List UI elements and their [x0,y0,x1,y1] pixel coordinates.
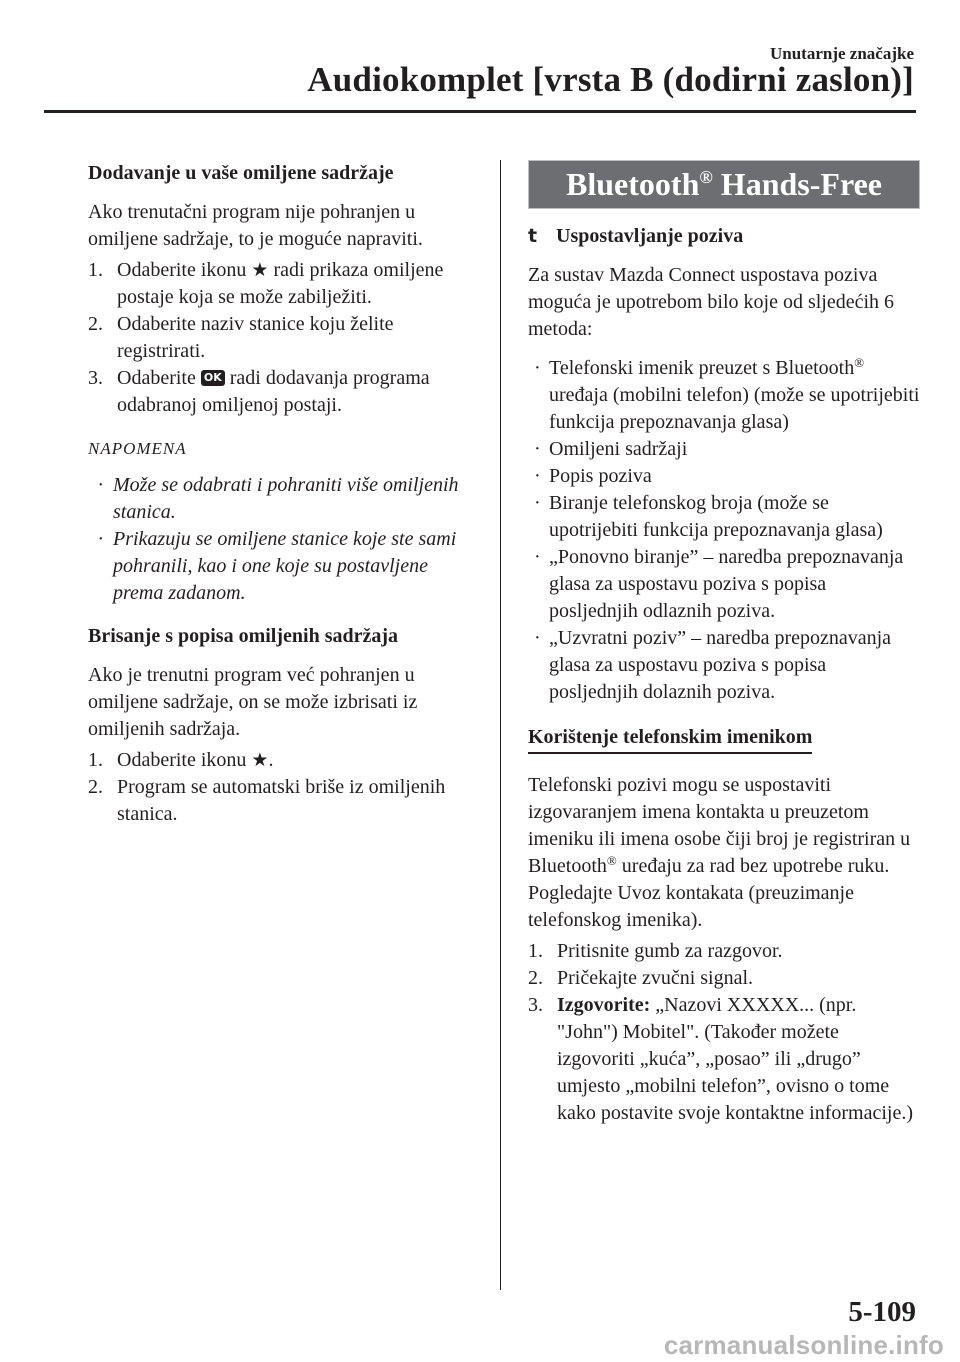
heading-add-favorites: Dodavanje u vaše omiljene sadržaje [88,162,394,184]
paragraph: Za sustav Mazda Connect uspostava poziva moguća je upotrebom bilo koje od sljedećih 6 metoda: [528,264,895,340]
header-rule [44,110,916,113]
list-item: 2. Pričekajte zvučni signal. [528,967,754,989]
list-item: 2. Odaberite naziv stanice koju želite registrirati. [88,313,394,362]
paragraph: Ako je trenutni program već pohranjen u omiljene sadržaje, on se može izbrisati iz omiljenih sadržaja. [88,664,418,740]
note-title: NAPOMENA [88,439,187,458]
list-item: · Omiljeni sadržaji [534,438,688,460]
list-item: 1. Odaberite ikonu ★. [88,749,274,771]
left-column [88,160,478,828]
heading-remove-favorites: Brisanje s popisa omiljenih sadržaja [88,625,399,647]
list-item: · Telefonski imenik preuzet s Bluetooth® uređaja (mobilni telefon) (može se upotrijebiti funkcija prepoznavanja glasa) [534,355,920,433]
page-number: 5-109 [848,1296,916,1328]
list-item: 3. Odaberite OK radi dodavanja programa odabranoj omiljenoj postaji. [88,367,430,416]
right-column [528,160,920,1127]
ok-icon: OK [201,370,225,386]
subsection-heading: t Uspostavljanje poziva [528,223,920,250]
section-banner: Bluetooth® Hands-Free [528,160,920,209]
note-item: · Može se odabrati i pohraniti više omiljenih stanica. [98,474,459,523]
watermark: carmanualsonline.info [663,1330,944,1360]
list-item: 2. Program se automatski briše iz omiljenih stanica. [88,776,446,825]
list-item: · Biranje telefonskog broja (može se upotrijebiti funkcija prepoznavanja glasa) [534,492,883,541]
list-item: · „Uzvratni poziv” – naredba prepoznavanja glasa za uspostavu poziva s popisa posljednjih dolaznih poziva. [534,627,892,703]
bullet-mark-icon: t [528,225,538,247]
page-title: Audiokomplet [vrsta B (dodirni zaslon)] [307,60,914,99]
star-icon: ★ [251,259,269,281]
paragraph: Telefonski pozivi mogu se uspostaviti izgovaranjem imena kontakta u preuzetom imeniku ili imena osobe čiji broj je registriran u Bluetooth® uređaju za rad bez upotrebe ruku. Pogledajte Uvoz kontakata (preuzimanje telefonskog imenika). [528,774,911,931]
heading-phonebook: Korištenje telefonskim imenikom [528,724,812,754]
list-item: 3. Izgovorite: „Nazovi XXXXX... (npr. "John") Mobitel". (Također možete izgovoriti „kuća”, „posao” ili „drugo” umjesto „mobilni telefon”, ovisno o tome kako postavite svoje kontaktne informacije.) [528,994,914,1124]
star-icon: ★ [251,749,269,771]
list-item: · Popis poziva [534,465,652,487]
list-item: 1. Pritisnite gumb za razgovor. [528,940,783,962]
list-item: · „Ponovno biranje” – naredba prepoznavanja glasa za uspostavu poziva s popisa posljednjih odlaznih poziva. [534,546,904,622]
section-label: Unutarnje značajke [769,44,914,63]
note-item: · Prikazuju se omiljene stanice koje ste sami pohranili, kao i one koje su postavljene prema zadanom. [98,528,457,604]
list-item: 1. Odaberite ikonu ★ radi prikaza omiljene postaje koja se može zabilježiti. [88,259,444,308]
column-divider [500,160,501,1290]
paragraph: Ako trenutačni program nije pohranjen u omiljene sadržaje, to je moguće napraviti. [88,201,423,250]
